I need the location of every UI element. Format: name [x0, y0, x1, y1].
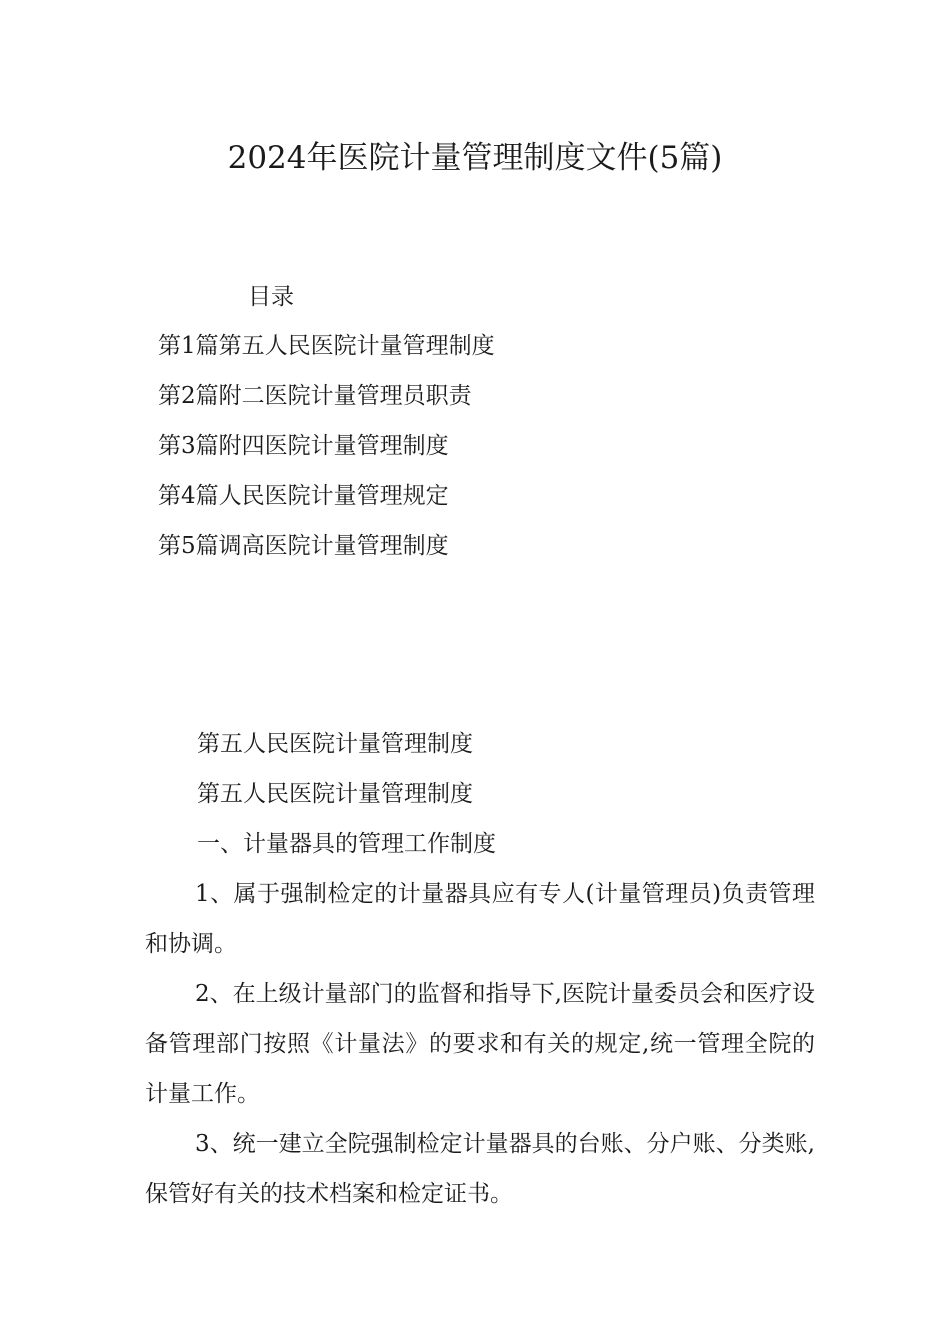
toc-heading: 目录	[248, 284, 294, 310]
paragraph-3: 3、统一建立全院强制检定计量器具的台账、分户账、分类账,保管好有关的技术档案和检定证书。	[145, 1131, 815, 1207]
body-subheading: 第五人民医院计量管理制度	[197, 781, 473, 807]
paragraph-2: 2、在上级计量部门的监督和指导下,医院计量委员会和医疗设备管理部门按照《计量法》的要求和有关的规定,统一管理全院的计量工作。	[145, 981, 815, 1107]
toc-item-4[interactable]: 第4篇人民医院计量管理规定	[158, 483, 449, 509]
toc-item-5[interactable]: 第5篇调高医院计量管理制度	[158, 533, 449, 559]
body-heading: 第五人民医院计量管理制度	[197, 731, 473, 757]
table-of-contents	[158, 329, 495, 579]
toc-item-1[interactable]: 第1篇第五人民医院计量管理制度	[158, 333, 495, 359]
document-title: 2024年医院计量管理制度文件(5篇)	[227, 140, 723, 176]
document-body	[145, 727, 815, 1219]
section-heading: 一、计量器具的管理工作制度	[197, 831, 496, 857]
toc-item-3[interactable]: 第3篇附四医院计量管理制度	[158, 433, 449, 459]
toc-item-2[interactable]: 第2篇附二医院计量管理员职责	[158, 383, 472, 409]
paragraph-1: 1、属于强制检定的计量器具应有专人(计量管理员)负责管理和协调。	[145, 881, 815, 957]
